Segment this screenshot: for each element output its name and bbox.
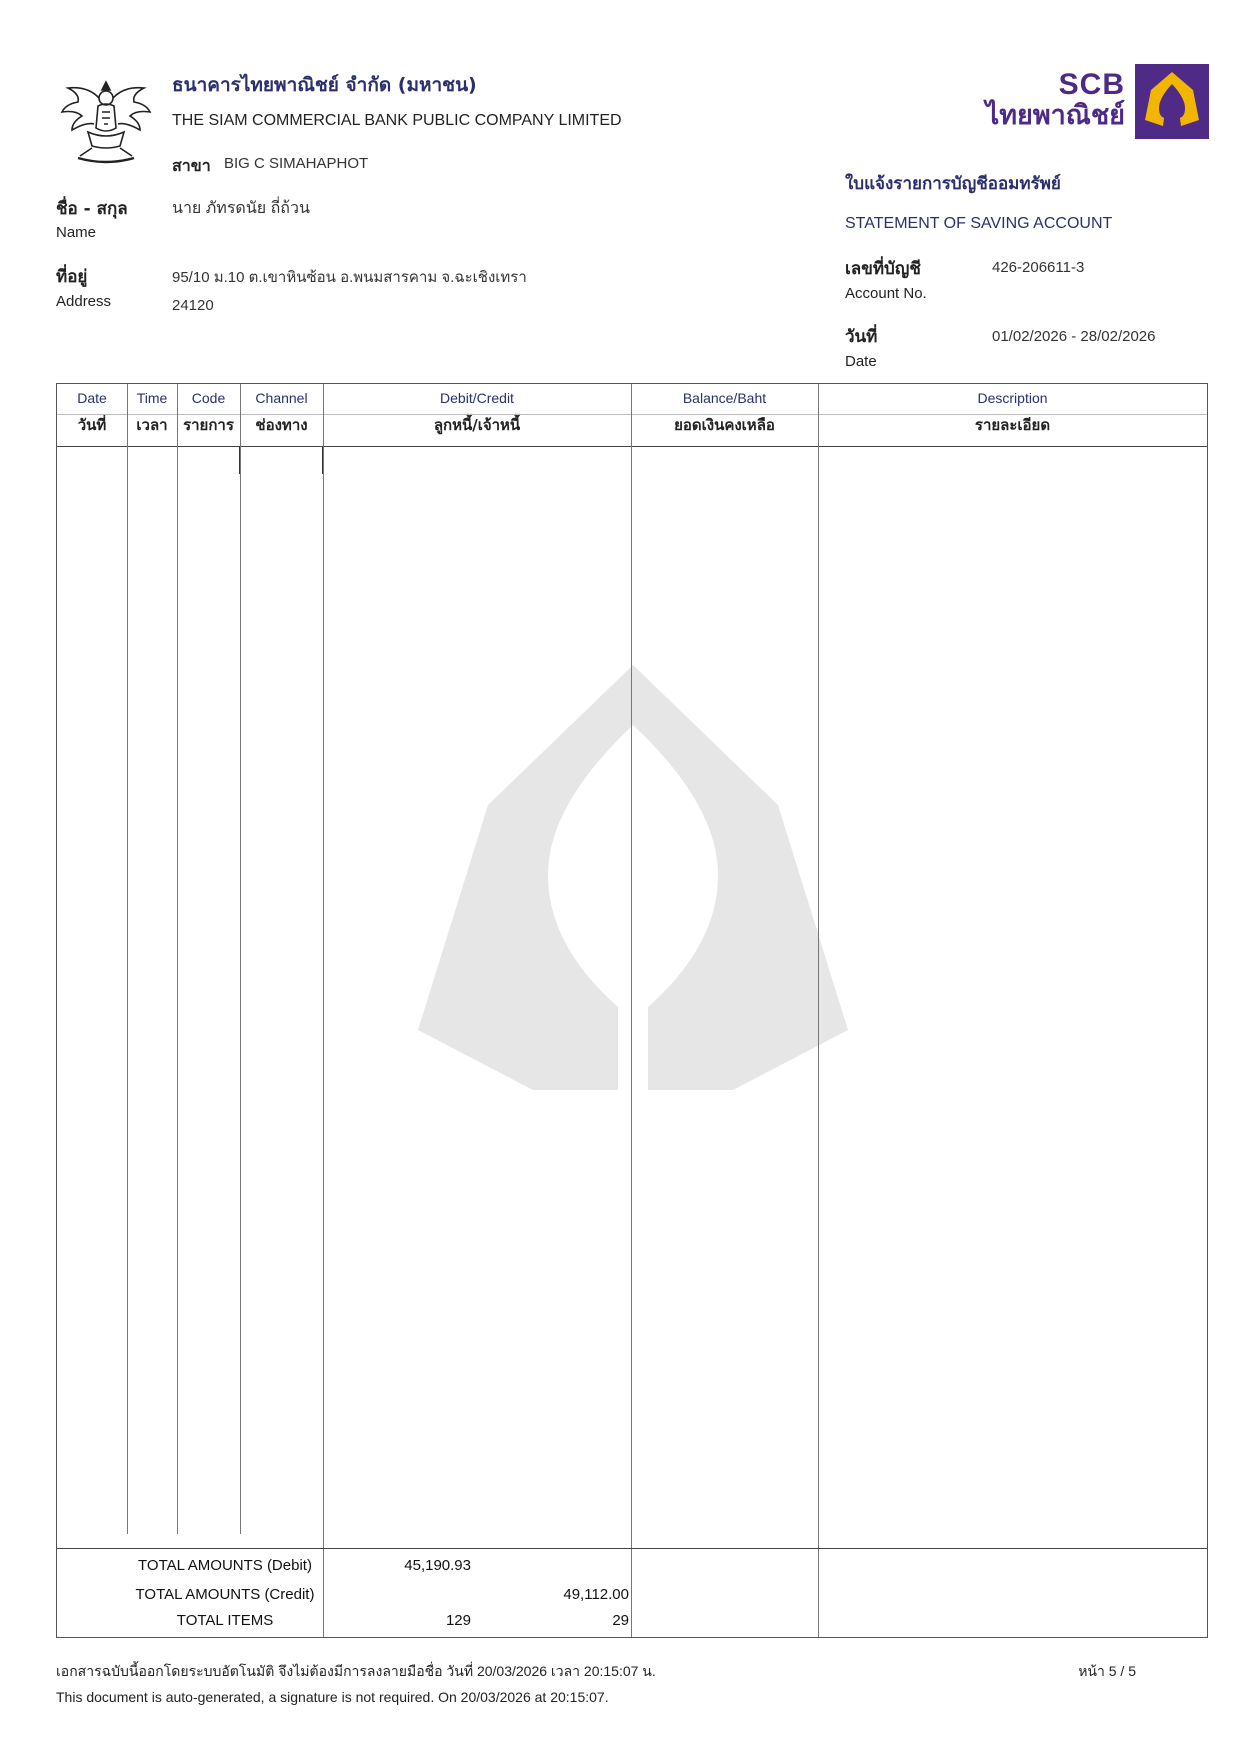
col-header-time (127, 384, 177, 438)
statement-title-english: STATEMENT OF SAVING ACCOUNT (845, 215, 1113, 232)
col-header-balance (631, 384, 818, 438)
col-divider (127, 384, 128, 1534)
col-header-description (818, 384, 1207, 438)
col-header-date (57, 384, 127, 438)
total-debit-amount: 45,190.93 (404, 1557, 471, 1574)
col-divider (818, 384, 819, 1637)
customer-name: นาย ภัทรดนัย ถี่ถ้วน (172, 200, 310, 217)
col-header-time-en: Time (136, 390, 168, 406)
bank-name-english: THE SIAM COMMERCIAL BANK PUBLIC COMPANY LIMITED (172, 112, 622, 129)
scb-logo-thai: ไทยพาณิชย์ (985, 100, 1125, 131)
footer-note-thai: เอกสารฉบับนี้ออกโดยระบบอัตโนมัติ จึงไม่ต้องมีการลงลายมือชื่อ วันที่ 20/03/2026 เวลา 20:15:07 น. (56, 1663, 656, 1679)
footer-note-english: This document is auto-generated, a signature is not required. On 20/03/2026 at 20:15:07. (56, 1689, 609, 1705)
col-header-balance-th: ยอดเงินคงเหลือ (674, 416, 775, 434)
total-debit-label: TOTAL AMOUNTS (Debit) (138, 1557, 312, 1574)
address-label-thai: ที่อยู่ (56, 267, 88, 287)
col-header-channel-en: Channel (255, 390, 308, 406)
address-line-2: 24120 (172, 297, 214, 314)
date-label-english: Date (845, 353, 877, 370)
branch-value: BIG C SIMAHAPHOT (224, 155, 369, 172)
col-header-code-en: Code (191, 390, 226, 406)
cell-tick (322, 446, 323, 474)
garuda-emblem-icon (58, 76, 154, 168)
col-header-description-th: รายละเอียด (974, 416, 1051, 434)
account-label-english: Account No. (845, 285, 927, 302)
cell-tick (239, 446, 240, 474)
bank-name-thai: ธนาคารไทยพาณิชย์ จำกัด (มหาชน) (172, 74, 477, 96)
scb-logo-text (975, 70, 1125, 132)
branch-label: สาขา (172, 156, 211, 175)
col-header-code (177, 384, 240, 438)
total-debit-items: 129 (445, 1612, 471, 1629)
col-header-debit-credit-th: ลูกหนี้/เจ้าหนี้ (433, 416, 521, 434)
name-label-english: Name (56, 224, 97, 241)
header-bottom-rule (57, 446, 1207, 447)
statement-title-thai: ใบแจ้งรายการบัญชีออมทรัพย์ (845, 174, 1061, 194)
col-header-debit-credit (323, 384, 631, 438)
scb-logo-mark (1135, 64, 1209, 139)
scb-leaf-icon (1135, 64, 1209, 139)
col-header-description-en: Description (977, 390, 1048, 406)
address-line-1: 95/10 ม.10 ต.เขาหินซ้อน อ.พนมสารคาม จ.ฉะเชิงเทรา (172, 269, 527, 286)
total-credit-label: TOTAL AMOUNTS (Credit) (135, 1586, 315, 1603)
address-label-english: Address (56, 293, 112, 310)
statement-date-range: 01/02/2026 - 28/02/2026 (992, 328, 1156, 345)
account-number: 426-206611-3 (992, 259, 1085, 276)
page-number: หน้า 5 / 5 (1078, 1663, 1136, 1679)
transactions-table (56, 383, 1208, 1638)
totals-rule (57, 1548, 1207, 1549)
col-header-channel (240, 384, 323, 438)
col-header-debit-credit-en: Debit/Credit (440, 390, 514, 406)
scb-logo-abbr: SCB (1058, 68, 1125, 101)
header-divider (57, 414, 1207, 415)
col-header-time-th: เวลา (136, 416, 168, 434)
name-label-thai: ชื่อ - สกุล (56, 199, 128, 219)
total-credit-amount: 49,112.00 (563, 1586, 629, 1603)
col-header-channel-th: ช่องทาง (255, 416, 308, 434)
col-divider (631, 384, 632, 1637)
col-header-date-th: วันที่ (77, 416, 107, 434)
col-header-balance-en: Balance/Baht (682, 390, 767, 406)
col-header-date-en: Date (77, 390, 107, 406)
col-header-code-th: รายการ (183, 416, 234, 434)
col-divider (323, 384, 324, 1637)
date-label-thai: วันที่ (845, 327, 878, 347)
total-credit-items: 29 (612, 1612, 629, 1629)
account-label-thai: เลขที่บัญชี (845, 259, 921, 279)
total-items-label: TOTAL ITEMS (176, 1612, 274, 1629)
col-divider (177, 384, 178, 1534)
col-divider (240, 384, 241, 1534)
